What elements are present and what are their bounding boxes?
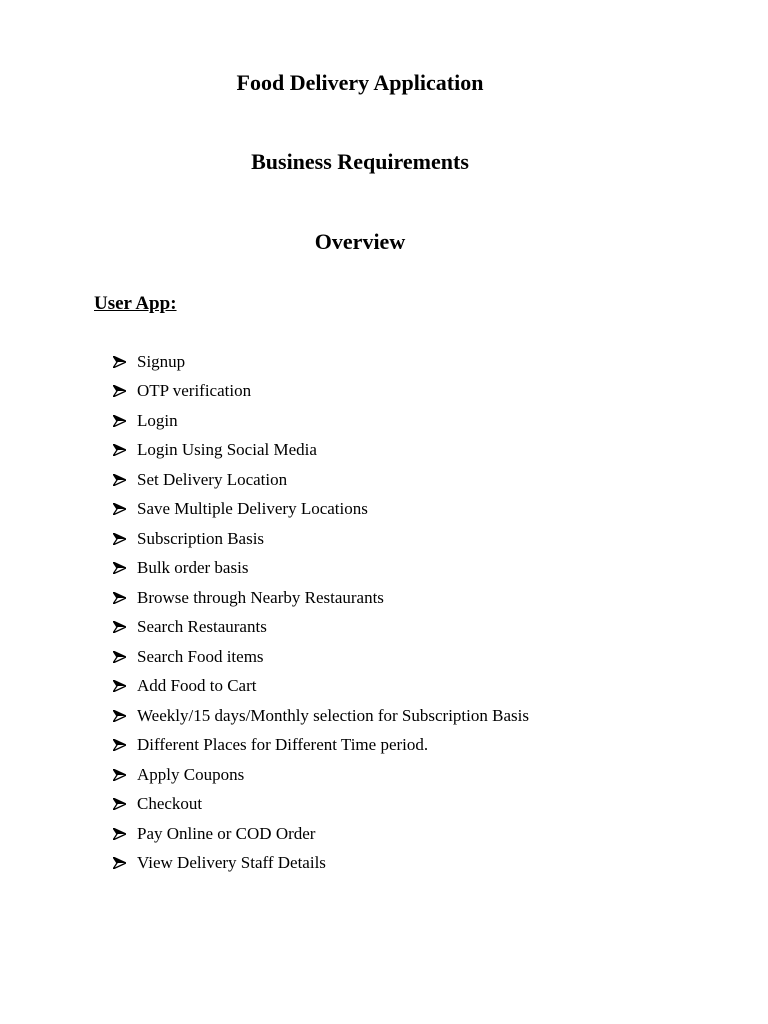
- list-item: [113, 701, 529, 731]
- document-subtitle: Business Requirements: [251, 149, 469, 174]
- arrow-bullet-icon: [113, 769, 137, 781]
- list-item-text: Weekly/15 days/Monthly selection for Subscription Basis: [137, 705, 529, 725]
- list-item: [113, 790, 529, 820]
- list-item: [113, 672, 529, 702]
- list-item: [113, 554, 529, 584]
- arrow-bullet-icon: [113, 592, 137, 604]
- list-item-text: Add Food to Cart: [137, 676, 257, 696]
- list-item-text: Bulk order basis: [137, 558, 249, 578]
- arrow-bullet-icon: [113, 680, 137, 692]
- arrow-bullet-icon: [113, 621, 137, 633]
- list-item: [113, 819, 529, 849]
- list-item-text: Pay Online or COD Order: [137, 823, 316, 843]
- list-item-text: OTP verification: [137, 381, 252, 401]
- arrow-bullet-icon: [113, 415, 137, 427]
- list-item-text: Browse through Nearby Restaurants: [137, 587, 384, 607]
- section-heading-overview: Overview: [314, 229, 406, 254]
- list-item-text: Login Using Social Media: [137, 440, 317, 460]
- arrow-bullet-icon: [113, 503, 137, 515]
- list-item-text: Different Places for Different Time period.: [137, 735, 429, 755]
- arrow-bullet-icon: [113, 385, 137, 397]
- list-item-text: Subscription Basis: [137, 528, 265, 548]
- arrow-bullet-icon: [113, 474, 137, 486]
- list-item: [113, 347, 529, 377]
- arrow-bullet-icon: [113, 651, 137, 663]
- list-item: [113, 465, 529, 495]
- list-item-text: View Delivery Staff Details: [137, 853, 326, 873]
- arrow-bullet-icon: [113, 828, 137, 840]
- list-item-text: Search Food items: [137, 646, 264, 666]
- arrow-bullet-icon: [113, 739, 137, 751]
- list-item: [113, 849, 529, 879]
- arrow-bullet-icon: [113, 857, 137, 869]
- arrow-bullet-icon: [113, 798, 137, 810]
- user-app-label: User App:: [94, 293, 177, 314]
- list-item: [113, 583, 529, 613]
- arrow-bullet-icon: [113, 710, 137, 722]
- list-item-text: Search Restaurants: [137, 617, 267, 637]
- list-item: [113, 495, 529, 525]
- list-item-text: Checkout: [137, 794, 203, 814]
- list-item-text: Save Multiple Delivery Locations: [137, 499, 368, 519]
- list-item: [113, 406, 529, 436]
- list-item: [113, 642, 529, 672]
- list-item: [113, 613, 529, 643]
- list-item: [113, 436, 529, 466]
- document-title: Food Delivery Application: [236, 70, 484, 95]
- list-item: [113, 524, 529, 554]
- list-item-text: Set Delivery Location: [137, 469, 288, 489]
- user-app-requirements-list: [113, 347, 529, 878]
- list-item-text: Apply Coupons: [137, 764, 245, 784]
- arrow-bullet-icon: [113, 444, 137, 456]
- arrow-bullet-icon: [113, 533, 137, 545]
- arrow-bullet-icon: [113, 356, 137, 368]
- list-item: [113, 760, 529, 790]
- arrow-bullet-icon: [113, 562, 137, 574]
- list-item-text: Login: [137, 410, 178, 430]
- list-item-text: Signup: [137, 351, 186, 371]
- list-item: [113, 731, 529, 761]
- list-item: [113, 377, 529, 407]
